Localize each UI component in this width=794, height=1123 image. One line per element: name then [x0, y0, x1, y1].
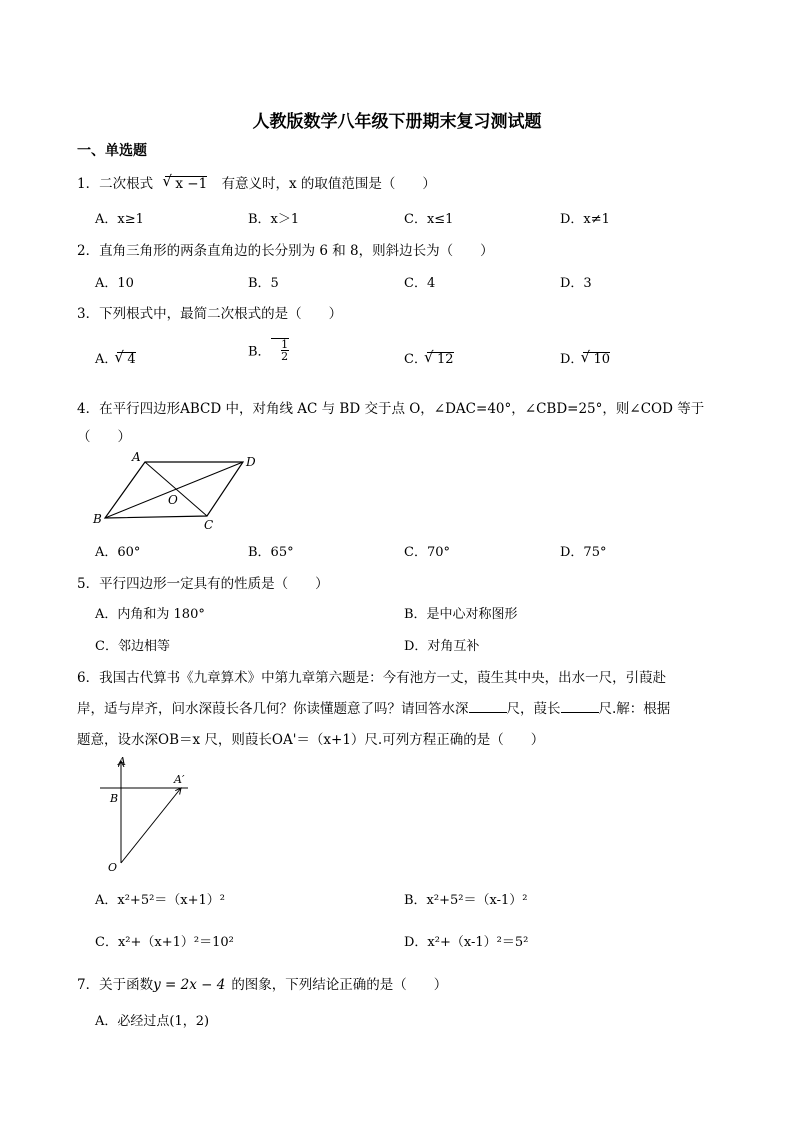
q3-option-a[interactable]	[95, 348, 136, 367]
q2-option-c[interactable]: C．4	[404, 276, 436, 291]
section-title: 一、单选题	[77, 143, 147, 159]
q3-fraction-numerator: 1	[281, 338, 289, 351]
q2-option-b[interactable]: B．5	[248, 276, 279, 291]
q7-option-a[interactable]: A．必经过点(1，2)	[95, 1014, 210, 1029]
document-title: 人教版数学八年级下册期末复习测试题	[252, 112, 542, 132]
question-7-function: y = 2x − 4	[153, 977, 226, 993]
q3-option-c-label: C．	[404, 352, 427, 367]
figure-label-d: D	[246, 455, 256, 469]
q5-option-d[interactable]: D．对角互补	[404, 639, 480, 654]
question-5: 5．平行四边形一定具有的性质是（ ）	[77, 576, 329, 592]
q3-option-a-radical: √ 4	[117, 352, 135, 367]
q5-option-b[interactable]: B．是中心对称图形	[404, 607, 518, 622]
q3-fraction-denominator: 2	[281, 350, 289, 363]
q5-option-c[interactable]: C．邻边相等	[95, 639, 170, 654]
q6-option-b[interactable]: B．x²+5²＝（x-1）²	[404, 893, 528, 908]
q3-option-d[interactable]	[560, 348, 610, 367]
figure-label-a-prime: A′	[174, 773, 185, 786]
q4-option-b[interactable]: B．65°	[248, 545, 294, 560]
parallelogram-figure	[88, 448, 273, 533]
q4-option-d[interactable]: D．75°	[560, 545, 607, 560]
figure-label-b: B	[93, 512, 102, 526]
question-4-line-1: 4．在平行四边形ABCD 中，对角线 AC 与 BD 交于点 O，∠DAC=40°，∠CBD=25°，则∠COD 等于	[77, 401, 705, 417]
q3-option-d-label: D．	[560, 352, 584, 367]
q3-option-c[interactable]	[404, 348, 454, 367]
q3-option-d-radical: √ 10	[583, 352, 610, 367]
q1-option-d[interactable]: D．x≠1	[560, 212, 610, 227]
question-7-suffix: 的图象，下列结论正确的是（ ）	[231, 977, 448, 993]
question-6-line-3: 题意，设水深OB＝x 尺，则葭长OA'＝（x+1）尺.可列方程正确的是（ ）	[77, 732, 545, 748]
q1-option-c[interactable]: C．x≤1	[404, 212, 454, 227]
reed-pond-figure	[98, 755, 198, 875]
question-1-prefix: 1．二次根式	[77, 176, 154, 192]
question-6-line-1: 6．我国古代算书《九章算术》中第九章第六题是：今有池方一丈，葭生其中央，出水一尺，引葭赴	[77, 670, 667, 686]
figure-label-c: C	[204, 518, 214, 532]
question-6-line-2-part-a: 岸，适与岸齐，问水深葭长各几何？你读懂题意了吗？请回答水深	[77, 701, 469, 717]
q5-option-a[interactable]: A．内角和为 180°	[95, 607, 205, 622]
question-4-line-2: （ ）	[77, 429, 131, 445]
figure-label-o: O	[168, 493, 178, 507]
q3-option-c-radical: √ 12	[427, 352, 454, 367]
figure-label-a: A	[132, 450, 141, 464]
q2-option-a[interactable]: A．10	[95, 276, 134, 291]
question-1-suffix: 有意义时，x 的取值范围是（ ）	[221, 176, 436, 192]
q6-option-c[interactable]: C．x²+（x+1）²＝10²	[95, 935, 234, 950]
question-1-radical: √ x −1	[165, 176, 207, 191]
question-7-prefix: 7．关于函数	[77, 977, 154, 993]
q1-option-b[interactable]: B．x＞1	[248, 212, 300, 227]
answer-blank-water-depth[interactable]	[469, 702, 507, 713]
q3-option-b-fraction	[271, 338, 289, 362]
q3-option-b[interactable]	[248, 338, 289, 362]
answer-blank-reed-length[interactable]	[561, 702, 599, 713]
q6-option-d[interactable]: D．x²+（x-1）²＝5²	[404, 935, 529, 950]
q4-option-c[interactable]: C．70°	[404, 545, 450, 560]
q2-option-d[interactable]: D．3	[560, 276, 592, 291]
question-3: 3．下列根式中，最简二次根式的是（ ）	[77, 306, 343, 322]
figure-label-a: A	[118, 755, 126, 768]
figure-label-b: B	[110, 792, 119, 805]
question-6-line-2	[77, 697, 670, 717]
q3-option-b-label: B．	[248, 344, 271, 360]
question-2: 2．直角三角形的两条直角边的长分别为 6 和 8，则斜边长为（ ）	[77, 243, 494, 259]
q4-option-a[interactable]: A．60°	[95, 545, 141, 560]
q3-option-a-label: A．	[95, 352, 118, 367]
q6-option-a[interactable]: A．x²+5²＝（x+1）²	[95, 893, 226, 908]
question-1	[77, 172, 436, 192]
question-6-line-2-part-b: 尺，葭长	[506, 701, 561, 717]
question-6-line-2-part-c: 尺.解：根据	[598, 701, 671, 717]
q1-option-a[interactable]: A．x≥1	[95, 212, 144, 227]
question-7	[77, 973, 447, 993]
figure-label-o: O	[108, 861, 118, 874]
